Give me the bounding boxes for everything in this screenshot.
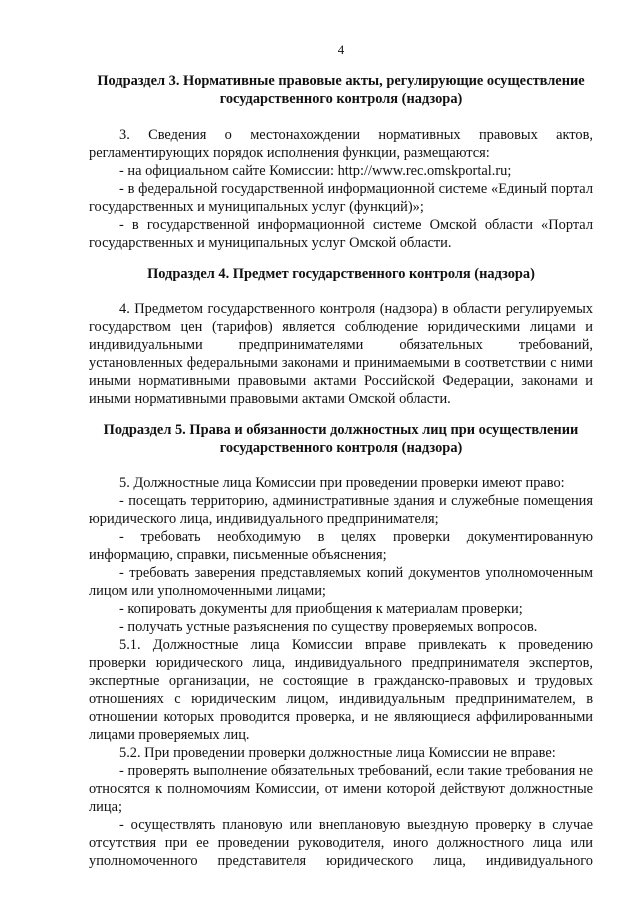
paragraph: 5.2. При проведении проверки должностные лица Комиссии не вправе:: [119, 745, 556, 761]
section-5-body: [89, 474, 593, 870]
paragraph: - в федеральной государственной информационной системе «Единый портал государственных и муниципальных услуг (функций)»;: [89, 181, 593, 215]
section-4-body: [89, 300, 593, 408]
paragraph: - копировать документы для приобщения к материалам проверки;: [119, 601, 523, 617]
section-3-body: [89, 126, 593, 252]
paragraph: - получать устные разъяснения по существу проверяемых вопросов.: [119, 619, 538, 635]
paragraph: - требовать заверения представляемых копий документов уполномоченным лицом или уполномоченными лицами;: [89, 565, 593, 599]
paragraph: 3. Сведения о местонахождении нормативных правовых актов, регламентирующих порядок исполнения функции, размещаются:: [89, 127, 593, 161]
paragraph: 5.1. Должностные лица Комиссии вправе привлекать к проведению проверки юридического лица, индивидуального предпринимателя экспертов, экспертные организации, не состоящие в гражданско-правовых и трудовых отношениях с юридическим лицом, индивидуальным предпринимателем, в отношении которых проводится проверка, и не являющиеся аффилированными лицами проверяемых лиц.: [89, 637, 593, 743]
paragraph: - посещать территорию, административные здания и служебные помещения юридического лица, индивидуального предпринимателя;: [89, 493, 593, 527]
section-3: [89, 72, 593, 108]
paragraph: - на официальном сайте Комиссии: http://www.rec.omskportal.ru;: [119, 163, 512, 179]
section-heading: Подраздел 4. Предмет государственного контроля (надзора): [147, 266, 535, 282]
section-4: [89, 265, 593, 283]
paragraph: 4. Предметом государственного контроля (надзора) в области регулируемых государством цен (тарифов) является соблюдение юридическими лицами и индивидуальными предпринимателями обязательных требований, установленных федеральными законами и принимаемыми в соответствии с ними иными нормативными правовыми актами Российской Федерации, законами и иными нормативными правовыми актами Омской области.: [89, 301, 593, 407]
page-number: 4: [337, 42, 345, 57]
section-heading: Подраздел 3. Нормативные правовые акты, регулирующие осуществление государственного контроля (надзора): [97, 73, 585, 107]
paragraph: - осуществлять плановую или внеплановую выездную проверку в случае отсутствия при ее проведении руководителя, иного должностного лица или уполномоченного представителя юридического лица, индивидуального: [89, 817, 593, 869]
paragraph: - в государственной информационной системе Омской области «Портал государственных и муниципальных услуг Омской области.: [89, 217, 593, 251]
section-5: [89, 421, 593, 457]
paragraph: - проверять выполнение обязательных требований, если такие требования не относятся к полномочиям Комиссии, от имени которой действуют должностные лица;: [89, 763, 593, 815]
section-heading: Подраздел 5. Права и обязанности должностных лиц при осуществлении государственного контроля (надзора): [103, 422, 579, 456]
paragraph: 5. Должностные лица Комиссии при проведении проверки имеют право:: [119, 475, 565, 491]
paragraph: - требовать необходимую в целях проверки документированную информацию, справки, письменные объяснения;: [89, 529, 593, 563]
